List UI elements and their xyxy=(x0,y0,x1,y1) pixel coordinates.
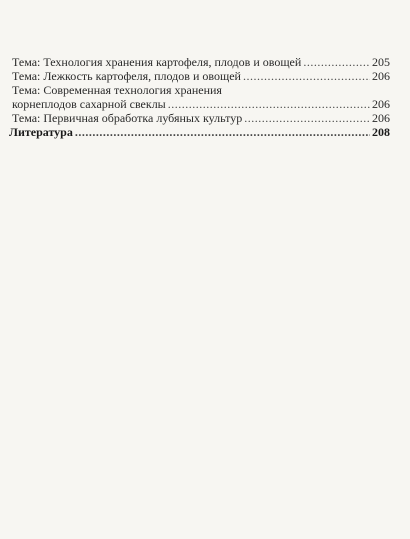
toc-page-number: 206 xyxy=(372,97,390,111)
toc-entry-title-continued: корнеплодов сахарной свеклы xyxy=(12,97,166,111)
toc-leader-dots xyxy=(303,55,370,69)
toc-page-number: 206 xyxy=(372,111,390,125)
toc-page-number: 208 xyxy=(372,125,390,139)
toc-entry xyxy=(12,111,390,125)
toc-leader-dots xyxy=(75,125,370,139)
toc-entry-title: Тема: Лежкость картофеля, плодов и овощей xyxy=(12,69,241,83)
toc-entry-line2 xyxy=(12,97,390,111)
toc-entry-line1 xyxy=(12,83,390,97)
toc-entry-title: Литература xyxy=(9,125,73,139)
toc-leader-dots xyxy=(244,111,370,125)
toc-entry-title: Тема: Современная технология хранения xyxy=(12,83,222,97)
toc-entry-title: Тема: Первичная обработка лубяных культур xyxy=(12,111,243,125)
toc-leader-dots xyxy=(243,69,370,83)
toc-entry-references xyxy=(9,125,390,139)
toc-entry-title: Тема: Технология хранения картофеля, плодов и овощей xyxy=(12,55,302,69)
table-of-contents xyxy=(9,55,390,139)
toc-entry xyxy=(12,55,390,69)
toc-leader-dots xyxy=(168,97,370,111)
toc-entry xyxy=(12,69,390,83)
toc-page-number: 206 xyxy=(372,69,390,83)
toc-page-number: 205 xyxy=(372,55,390,69)
